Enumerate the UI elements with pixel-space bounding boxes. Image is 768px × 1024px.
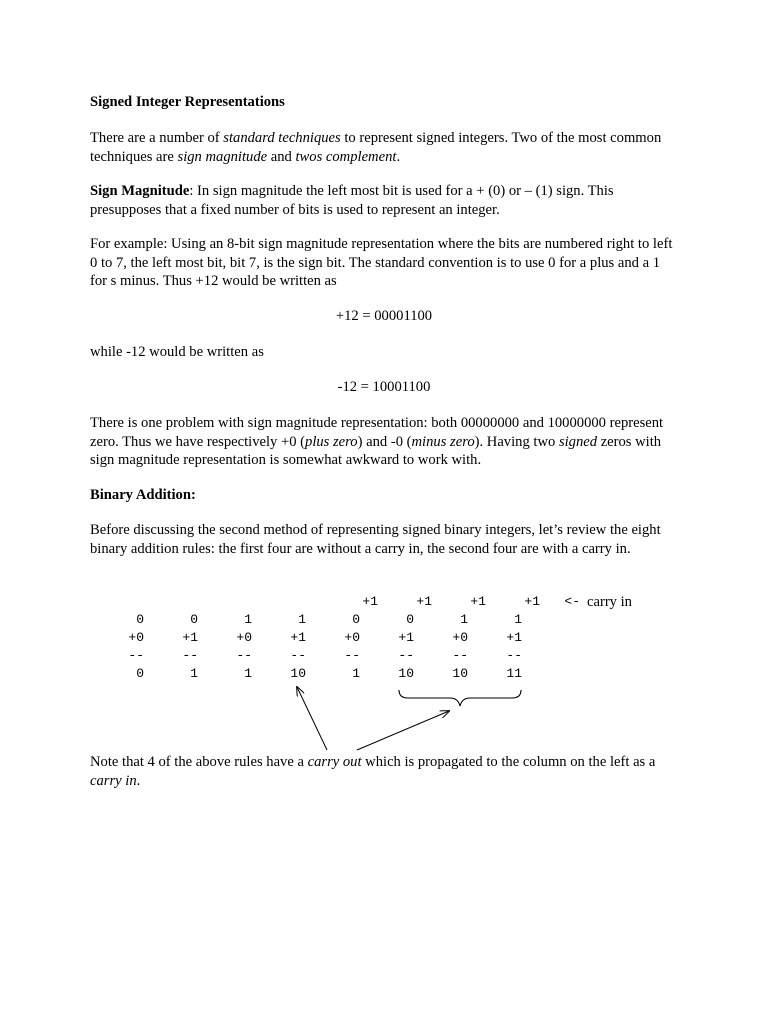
carry-row-cell: +1 <box>524 594 540 609</box>
sum-cell: 1 <box>190 666 198 681</box>
operand-b-cell: +0 <box>236 630 252 645</box>
equation-plus-twelve: +12 = 00001100 <box>335 308 433 324</box>
intro-text: . <box>396 148 401 165</box>
operand-a-cell: 1 <box>460 612 468 627</box>
operand-b-cell: +0 <box>452 630 468 645</box>
sum-cell: 10 <box>452 666 468 681</box>
rule-divider-cell: -- <box>344 648 360 663</box>
operand-a-cell: 0 <box>406 612 414 627</box>
carry-row-cell: +1 <box>470 594 486 609</box>
arrow-to-brace <box>357 711 449 750</box>
sign-magnitude-text: : In sign magnitude the left most bit is used for a + (0) or – (1) sign. This presupposes that a fixed number of bits is used to represent an integer. <box>90 183 614 218</box>
while-paragraph: while -12 would be written as <box>90 344 264 360</box>
operand-a-cell: 0 <box>190 612 198 627</box>
sum-cell: 10 <box>290 666 306 681</box>
sum-cell: 11 <box>506 666 522 681</box>
operand-b-cell: +0 <box>344 630 360 645</box>
problem-text: zeros with sign magnitude representation is somewhat awkward to work with. <box>90 433 662 468</box>
rule-divider-cell: -- <box>398 648 414 663</box>
carry-in-label: carry in <box>587 594 632 610</box>
operand-b-cell: +0 <box>128 630 144 645</box>
note-emphasis: carry out <box>307 754 362 770</box>
note-text: Note that 4 of the above rules have a <box>90 754 308 770</box>
rule-divider-cell: -- <box>182 648 198 663</box>
intro-text: to represent signed integers. Two of the most common techniques are <box>90 130 662 165</box>
operand-b-cell: +1 <box>182 630 198 645</box>
problem-text: There is one problem with sign magnitude representation: both 00000000 and 10000000 represent zero. Thus we have respectively +0 ( <box>90 415 664 450</box>
intro-emphasis: twos complement <box>295 148 397 165</box>
operand-a-cell: 1 <box>244 612 252 627</box>
rule-divider-cell: -- <box>506 648 522 663</box>
intro-emphasis: standard techniques <box>223 130 341 146</box>
carry-row-cell: +1 <box>416 594 432 609</box>
carry-row-cell: +1 <box>362 594 378 609</box>
operand-a-cell: 1 <box>298 612 306 627</box>
problem-emphasis: signed <box>558 433 598 450</box>
note-paragraph <box>90 753 690 790</box>
note-text: . <box>136 772 141 789</box>
rule-divider-cell: -- <box>236 648 252 663</box>
problem-emphasis: minus zero <box>411 433 475 450</box>
operand-b-cell: +1 <box>506 630 522 645</box>
operand-a-cell: 0 <box>136 612 144 627</box>
sum-cell: 1 <box>352 666 360 681</box>
operand-a-cell: 0 <box>352 612 360 627</box>
problem-text: ) and -0 ( <box>357 433 412 450</box>
operand-a-cell: 1 <box>514 612 522 627</box>
binary-addition-heading: Binary Addition: <box>90 487 196 503</box>
intro-text: There are a number of <box>90 130 224 146</box>
curly-brace <box>399 690 521 706</box>
sum-cell: 10 <box>398 666 414 681</box>
note-emphasis: carry in <box>90 772 137 789</box>
rule-divider-cell: -- <box>290 648 306 663</box>
intro-emphasis: sign magnitude <box>177 148 268 165</box>
example-paragraph: For example: Using an 8-bit sign magnitude representation where the bits are numbered right to left 0 to 7, the left most bit, bit 7, is the sign bit. The standard convention is to use 0 for a plus and a 1 for s minus. Thus +12 would be written as <box>90 236 673 289</box>
intro-text: and <box>267 148 296 165</box>
before-paragraph: Before discussing the second method of representing signed binary integers, let’s review the eight binary addition rules: the first four are without a carry in, the second four are with a carry in. <box>90 522 661 557</box>
rule-divider-cell: -- <box>128 648 144 663</box>
operand-b-cell: +1 <box>398 630 414 645</box>
carry-arrow-marker: <- <box>564 594 580 609</box>
sign-magnitude-label: Sign Magnitude <box>90 183 190 199</box>
sum-cell: 1 <box>244 666 252 681</box>
problem-text: ). Having two <box>474 433 559 450</box>
arrow-to-ten-sum <box>297 687 327 750</box>
operand-b-cell: +1 <box>290 630 306 645</box>
equation-minus-twelve: -12 = 10001100 <box>337 379 431 395</box>
rule-divider-cell: -- <box>452 648 468 663</box>
note-text: which is propagated to the column on the left as a <box>361 754 656 770</box>
page-title: Signed Integer Representations <box>90 94 285 110</box>
problem-emphasis: plus zero <box>305 433 358 450</box>
sum-cell: 0 <box>136 666 144 681</box>
